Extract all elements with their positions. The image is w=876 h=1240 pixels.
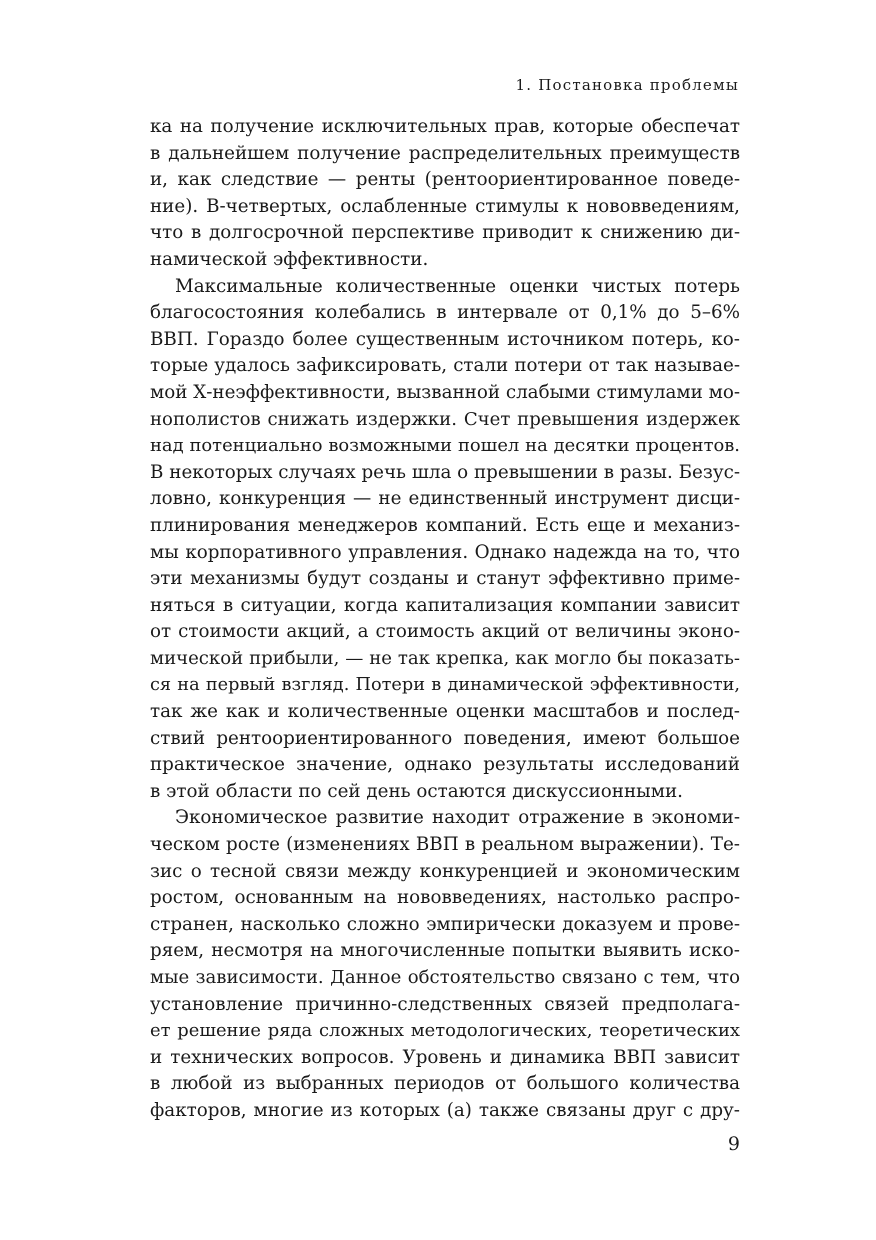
running-head: 1. Постановка проблемы xyxy=(515,76,739,94)
text-line: мой Х-неэффективности, вызванной слабыми стимулами мо- xyxy=(150,381,740,403)
text-line: и технических вопросов. Уровень и динамика ВВП зависит xyxy=(150,1046,740,1068)
text-line: что в долгосрочной перспективе приводит к снижению ди- xyxy=(150,222,740,244)
text-line: от стоимости акций, а стоимость акций от величины эконо- xyxy=(150,621,740,643)
text-line: в дальнейшем получение распределительных преимуществ xyxy=(150,142,740,164)
text-line: мые зависимости. Данное обстоятельство связано с тем, что xyxy=(150,967,740,988)
text-line: в любой из выбранных периодов от большого количества xyxy=(150,1073,740,1095)
body-text xyxy=(150,114,740,1125)
text-line: ростом, основанным на нововведениях, настолько распро- xyxy=(150,887,740,909)
text-line: торые удалось зафиксировать, стали потери от так называе- xyxy=(150,355,740,377)
text-line: мы корпоративного управления. Однако надежда на то, что xyxy=(150,541,740,563)
text-line: ка на получение исключительных прав, которые обеспечат xyxy=(150,116,740,137)
text-line: няться в ситуации, когда капитализация компании зависит xyxy=(150,594,740,616)
text-line: нополистов снижать издержки. Счет превышения издержек xyxy=(150,408,740,430)
text-line: над потенциально возможными пошел на десятки процентов. xyxy=(150,435,740,457)
text-line: странен, насколько сложно эмпирически доказуем и прове- xyxy=(150,913,740,935)
text-line: так же как и количественные оценки масштабов и послед- xyxy=(150,701,740,723)
text-line: в этой области по сей день остаются дискуссионными. xyxy=(150,780,683,802)
text-line: ВВП. Гораздо более существенным источником потерь, ко- xyxy=(150,328,740,350)
text-line: ряем, несмотря на многочисленные попытки выявить иско- xyxy=(150,940,740,962)
text-line: благосостояния колебались в интервале от 0,1% до 5–6% xyxy=(150,302,740,324)
text-line: ет решение ряда сложных методологических, теоретических xyxy=(150,1020,740,1042)
text-line: намической эффективности. xyxy=(150,248,429,270)
text-line: установление причинно-следственных связей предполага- xyxy=(150,993,740,1015)
text-line: мической прибыли, — не так крепка, как могло бы показать- xyxy=(150,647,740,669)
text-line: и, как следствие — ренты (рентоориентированное поведе- xyxy=(150,169,740,191)
text-line: факторов, многие из которых (а) также связаны друг с дру- xyxy=(150,1099,740,1121)
text-line: практическое значение, однако результаты исследований xyxy=(150,754,740,776)
text-line: плинирования менеджеров компаний. Есть еще и механиз- xyxy=(150,514,740,536)
text-line: ствий рентоориентированного поведения, имеют большое xyxy=(150,727,740,749)
text-line: эти механизмы будут созданы и станут эффективно приме- xyxy=(150,568,740,590)
text-line: ловно, конкуренция — не единственный инструмент дисци- xyxy=(150,488,740,510)
text-line: Экономическое развитие находит отражение в экономи- xyxy=(175,807,740,829)
text-line: зис о тесной связи между конкуренцией и экономическим xyxy=(150,860,740,882)
text-line: В некоторых случаях речь шла о превышении в разы. Безус- xyxy=(150,461,740,483)
text-line: ческом росте (изменениях ВВП в реальном выражении). Те- xyxy=(150,834,740,856)
page-number: 9 xyxy=(727,1133,740,1155)
text-line: ние). В-четвертых, ослабленные стимулы к нововведениям, xyxy=(150,195,740,217)
text-line: ся на первый взгляд. Потери в динамической эффективности, xyxy=(150,675,740,696)
text-line: Максимальные количественные оценки чистых потерь xyxy=(175,275,740,297)
